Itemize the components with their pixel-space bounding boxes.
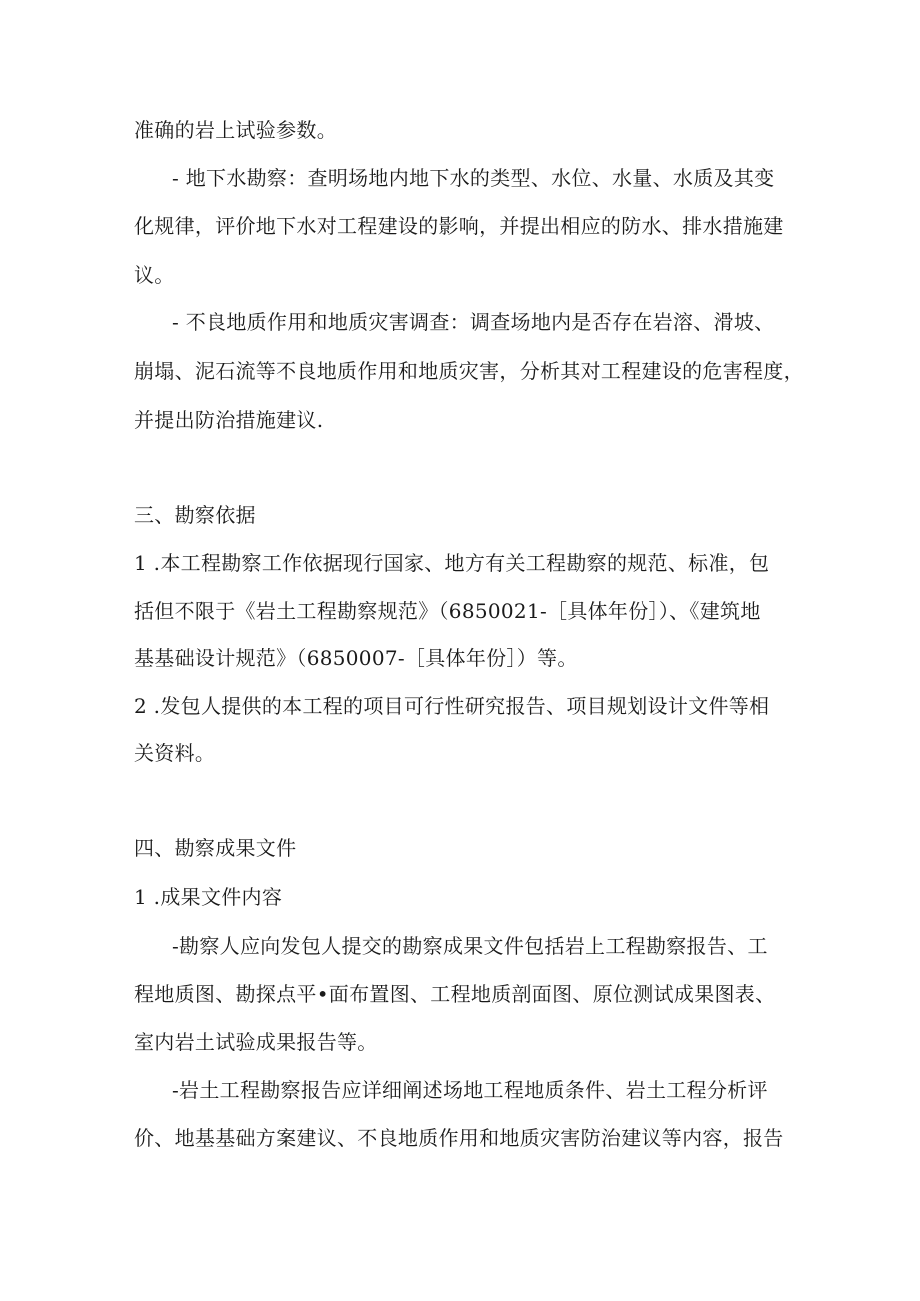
text-line: 关资料。 <box>134 741 216 765</box>
text-line: 化规律，评价地下水对工程建设的影响，并提出相应的防水、排水措施建 <box>134 214 784 238</box>
text-line: 括但不限于《岩土工程勘察规范》（6850021-［具体年份］）、《建筑地 <box>134 599 761 623</box>
bullet-line: - 地下水勘察：查明场地内地下水的类型、水位、水量、水质及其变 <box>172 166 775 190</box>
text-line: 议。 <box>134 263 175 287</box>
section-heading: 四、勘察成果文件 <box>134 836 297 860</box>
bullet-line: - 不良地质作用和地质灾害调查：调查场地内是否存在岩溶、滑坡、 <box>172 310 775 334</box>
text-line: 基基础设计规范》（6850007-［具体年份］）等。 <box>134 646 578 670</box>
numbered-line: 1 .本工程勘察工作依据现行国家、地方有关工程勘察的规范、标准，包 <box>134 551 770 575</box>
section-heading: 三、勘察依据 <box>134 503 256 527</box>
text-line: 并提出防治措施建议. <box>134 408 324 432</box>
numbered-line: 2 .发包人提供的本工程的项目可行性研究报告、项目规划设计文件等相 <box>134 694 770 718</box>
text-line: 程地质图、勘探点平•面布置图、工程地质剖面图、原位测试成果图表、 <box>134 982 776 1006</box>
bullet-line: -勘察人应向发包人提交的勘察成果文件包括岩上工程勘察报告、工 <box>172 934 768 958</box>
text-line: 室内岩土试验成果报告等。 <box>134 1030 378 1054</box>
text-line: 准确的岩上试验参数。 <box>134 118 337 142</box>
subsection-heading: 1 .成果文件内容 <box>134 885 283 909</box>
bullet-line: -岩土工程勘察报告应详细阐述场地工程地质条件、岩土工程分析评 <box>172 1078 768 1102</box>
text-line: 价、地基基础方案建议、不良地质作用和地质灾害防治建议等内容，报告 <box>134 1126 784 1150</box>
text-line: 崩塌、泥石流等不良地质作用和地质灾害，分析其对工程建设的危害程度， <box>134 359 804 383</box>
